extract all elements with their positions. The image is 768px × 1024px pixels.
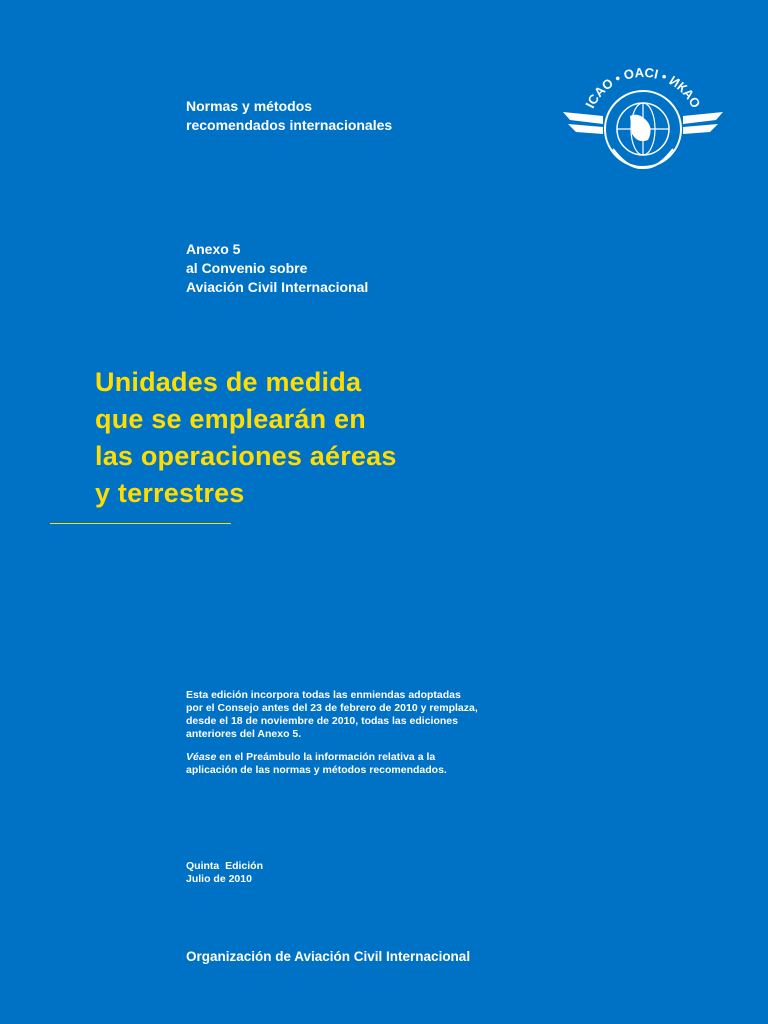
title-line: las operaciones aéreas bbox=[95, 441, 397, 471]
edition-info bbox=[186, 860, 263, 886]
note-paragraph bbox=[186, 689, 516, 741]
title-line: y terrestres bbox=[95, 478, 245, 508]
title-underline bbox=[50, 523, 231, 524]
note-line: anteriores del Anexo 5. bbox=[186, 728, 302, 740]
annex-line: Anexo 5 bbox=[186, 241, 241, 257]
note-line: por el Consejo antes del 23 de febrero de 2010 y remplaza, bbox=[186, 702, 478, 714]
edition-line: Quinta Edición bbox=[186, 860, 264, 872]
icao-emblem-icon bbox=[558, 54, 728, 204]
note-line: Esta edición incorpora todas las enmiendas adoptadas bbox=[186, 689, 461, 701]
annex-heading bbox=[186, 240, 368, 297]
title-line: que se emplearán en bbox=[95, 404, 366, 434]
note-paragraph bbox=[186, 751, 516, 777]
document-title bbox=[95, 364, 397, 512]
title-line: Unidades de medida bbox=[95, 367, 362, 397]
note-text: en el Preámbulo la información relativa a la bbox=[216, 751, 436, 763]
note-italic-word: Véase bbox=[186, 751, 217, 763]
annex-line: al Convenio sobre bbox=[186, 260, 308, 276]
series-line: recomendados internacionales bbox=[186, 117, 393, 133]
annex-line: Aviación Civil Internacional bbox=[186, 279, 369, 295]
series-heading bbox=[186, 97, 392, 135]
edition-date: Julio de 2010 bbox=[186, 873, 252, 885]
note-line: aplicación de las normas y métodos recomendados. bbox=[186, 764, 447, 776]
edition-note bbox=[186, 689, 516, 777]
note-line: desde el 18 de noviembre de 2010, todas las ediciones bbox=[186, 715, 458, 727]
organization-name: Organización de Aviación Civil Internacional bbox=[186, 949, 471, 964]
series-line: Normas y métodos bbox=[186, 98, 313, 114]
note-line bbox=[186, 751, 516, 764]
logo-ring-text: ICAO • OACI • ИКАО bbox=[582, 64, 704, 111]
